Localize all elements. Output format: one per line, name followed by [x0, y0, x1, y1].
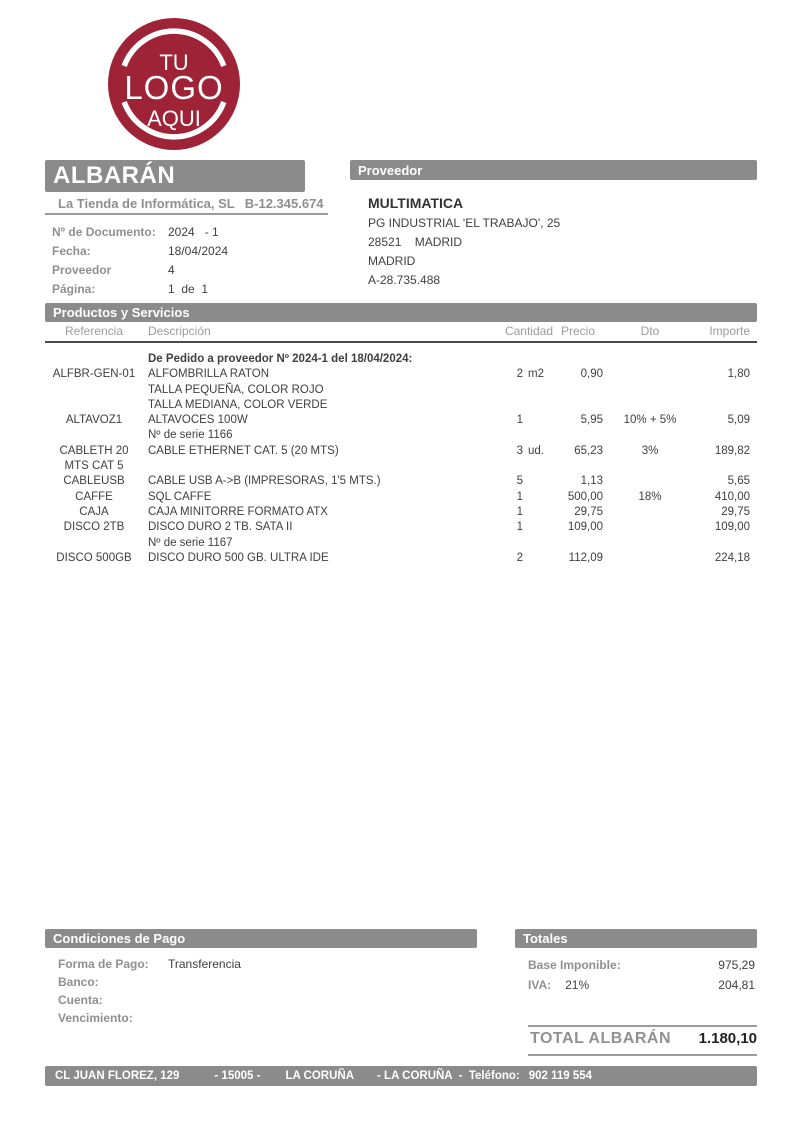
total-albaran-value: 1.180,10	[698, 1030, 757, 1047]
cell-qunit	[523, 505, 553, 520]
table-row	[45, 520, 757, 535]
products-section-title: Productos y Servicios	[53, 305, 190, 320]
cell-price: 109,00	[567, 521, 603, 534]
company-line	[58, 196, 328, 211]
totals-section-title: Totales	[523, 931, 568, 946]
table-header-rule	[45, 341, 757, 343]
company-cif: B-12.345.674	[244, 196, 324, 211]
cell-qnum	[485, 428, 523, 443]
supplier-postal-city: 28521 MADRID	[368, 235, 463, 249]
supplier-cif: A-28.735.488	[368, 273, 441, 287]
doc-number-label: Nº de Documento:	[52, 224, 156, 239]
cell-qunit	[523, 459, 553, 474]
base-imponible-label: Base Imponible:	[528, 958, 621, 972]
cell-ref: DISCO 500GB	[56, 551, 132, 564]
totals-block	[528, 955, 755, 995]
table-row	[45, 459, 757, 474]
cell-imp: 189,82	[714, 444, 750, 457]
table-row	[45, 536, 757, 551]
footer-province: - LA CORUÑA	[377, 1070, 453, 1082]
cell-price	[553, 536, 603, 551]
table-row	[45, 444, 757, 459]
cell-price	[553, 398, 603, 413]
payment-account-row	[58, 991, 438, 1009]
doc-supplier-value: 4	[168, 262, 175, 277]
table-row	[45, 352, 757, 367]
cell-imp: 109,00	[714, 521, 750, 534]
cell-dto	[603, 352, 697, 367]
doc-page-label: Página:	[52, 281, 96, 296]
doc-date-value: 18/04/2024	[168, 243, 229, 258]
cell-imp	[697, 383, 750, 398]
cell-desc: TALLA MEDIANA, COLOR VERDE	[148, 398, 328, 411]
table-row	[45, 474, 757, 489]
cell-qnum	[485, 459, 523, 474]
cell-desc: CABLE USB A->B (IMPRESORAS, 1'5 MTS.)	[148, 475, 381, 488]
cell-qunit: m2	[528, 368, 544, 381]
cell-price	[553, 352, 603, 367]
base-imponible-value: 975,29	[718, 958, 755, 972]
table-row	[45, 428, 757, 443]
cell-dto	[603, 520, 697, 535]
cell-desc: DISCO DURO 2 TB. SATA II	[148, 521, 293, 534]
total-rule-top	[528, 1025, 757, 1027]
company-name: La Tienda de Informática, SL	[58, 196, 235, 211]
base-imponible-row	[528, 955, 755, 975]
supplier-section-banner	[350, 160, 757, 180]
payment-bank-row	[58, 973, 438, 991]
table-row	[45, 413, 757, 428]
cell-qnum: 1	[516, 505, 523, 518]
payment-section-banner	[45, 929, 477, 948]
cell-imp: 29,75	[721, 505, 750, 518]
cell-qunit	[523, 383, 553, 398]
cell-desc	[143, 459, 485, 474]
doc-number-row	[52, 222, 332, 241]
cell-imp	[697, 428, 750, 443]
cell-qnum: 2	[516, 368, 523, 381]
cell-price: 29,75	[574, 505, 603, 518]
cell-qnum: 1	[516, 490, 523, 503]
cell-ref	[45, 428, 143, 443]
cell-qunit	[523, 428, 553, 443]
table-row	[45, 490, 757, 505]
cell-ref: ALTAVOZ1	[65, 414, 123, 427]
cell-dto	[603, 474, 697, 489]
cell-qnum: 2	[516, 551, 523, 564]
cell-imp: 5,09	[727, 414, 750, 427]
supplier-address-block	[368, 216, 560, 292]
cell-price	[553, 383, 603, 398]
supplier-section-title: Proveedor	[358, 162, 423, 178]
table-row	[45, 398, 757, 413]
doc-supplier-row	[52, 260, 332, 279]
company-underline	[45, 213, 328, 215]
cell-dto: 3%	[641, 444, 659, 457]
cell-desc: ALFOMBRILLA RATON	[148, 368, 269, 381]
footer-street: CL JUAN FLOREZ, 129	[55, 1070, 180, 1082]
document-title: ALBARÁN	[53, 162, 176, 189]
cell-ref: CAFFE	[75, 490, 113, 503]
cell-qnum: 5	[516, 475, 523, 488]
cell-ref: CABLEUSB	[63, 475, 125, 488]
cell-qunit	[523, 490, 553, 505]
cell-dto	[603, 398, 697, 413]
doc-date-row	[52, 241, 332, 260]
payment-method-value: Transferencia	[168, 957, 241, 971]
cell-imp	[697, 536, 750, 551]
table-row	[45, 505, 757, 520]
cell-price: 65,23	[574, 444, 603, 457]
col-precio: Precio	[560, 324, 595, 338]
cell-ref: CABLETH 20	[59, 444, 129, 457]
payment-method-label: Forma de Pago:	[58, 957, 149, 971]
supplier-address: PG INDUSTRIAL 'EL TRABAJO', 25	[368, 216, 561, 230]
cell-price	[553, 459, 603, 474]
doc-page-row	[52, 279, 332, 298]
payment-due-label: Vencimiento:	[58, 1011, 133, 1025]
cell-qnum	[485, 398, 523, 413]
footer-postal: - 15005 -	[214, 1070, 261, 1082]
cell-dto	[603, 551, 697, 566]
total-albaran-label: TOTAL ALBARÁN	[530, 1030, 672, 1047]
supplier-name: MULTIMATICA	[368, 195, 464, 211]
supplier-province: MADRID	[368, 254, 416, 268]
cell-dto	[603, 367, 697, 382]
cell-desc: TALLA PEQUEÑA, COLOR ROJO	[148, 383, 324, 396]
cell-price: 500,00	[567, 490, 603, 503]
cell-qunit	[523, 398, 553, 413]
cell-dto	[603, 428, 697, 443]
cell-imp: 1,80	[727, 368, 750, 381]
cell-desc: CABLE ETHERNET CAT. 5 (20 MTS)	[148, 444, 339, 457]
cell-dto: 18%	[638, 490, 662, 503]
col-importe: Importe	[709, 324, 750, 338]
iva-value: 204,81	[718, 978, 755, 992]
cell-ref	[45, 352, 143, 367]
svg-text:TU: TU	[159, 50, 189, 75]
products-section-banner	[45, 303, 757, 322]
cell-dto	[603, 459, 697, 474]
footer-banner	[45, 1066, 757, 1086]
cell-ref: DISCO 2TB	[63, 521, 125, 534]
total-albaran-row	[530, 1030, 757, 1048]
cell-imp: 5,65	[727, 475, 750, 488]
cell-desc: Nº de serie 1167	[148, 536, 233, 549]
company-logo	[108, 18, 240, 150]
cell-price: 112,09	[568, 551, 603, 564]
cell-qunit	[523, 352, 553, 367]
cell-qunit	[523, 474, 553, 489]
cell-desc: DISCO DURO 500 GB. ULTRA IDE	[148, 551, 329, 564]
cell-desc: CAJA MINITORRE FORMATO ATX	[148, 505, 328, 518]
cell-imp	[697, 398, 750, 413]
footer-phone-label: - Teléfono:	[458, 1070, 520, 1082]
cell-desc: Nº de serie 1166	[148, 429, 233, 442]
cell-qunit: ud.	[528, 444, 544, 457]
iva-rate: 21%	[565, 978, 590, 992]
cell-qunit	[523, 413, 553, 428]
cell-qunit	[523, 551, 553, 566]
cell-qunit	[523, 536, 553, 551]
cell-price: 5,95	[580, 414, 603, 427]
svg-text:LOGO: LOGO	[124, 69, 224, 106]
cell-desc: SQL CAFFE	[148, 490, 212, 503]
tu-logo-aqui-icon	[108, 18, 240, 150]
cell-qnum	[485, 383, 523, 398]
cell-dto	[603, 536, 697, 551]
products-table	[45, 324, 757, 566]
cell-imp: 224,18	[714, 551, 750, 564]
cell-desc: De Pedido a proveedor Nº 2024-1 del 18/04/2024:	[148, 353, 413, 365]
iva-label: IVA:	[528, 978, 552, 992]
table-row	[45, 367, 757, 382]
document-info	[52, 222, 332, 298]
cell-imp	[697, 352, 750, 367]
col-descripcion: Descripción	[148, 324, 211, 338]
doc-date-label: Fecha:	[52, 243, 91, 258]
payment-section-title: Condiciones de Pago	[53, 931, 186, 946]
cell-ref	[45, 398, 143, 413]
totals-section-banner	[515, 929, 757, 948]
cell-dto	[603, 383, 697, 398]
payment-method-row	[58, 955, 438, 973]
table-row	[45, 383, 757, 398]
total-rule-bottom	[528, 1054, 757, 1056]
payment-details	[58, 955, 438, 1027]
payment-bank-label: Banco:	[58, 975, 99, 989]
cell-imp	[697, 459, 750, 474]
cell-qunit	[523, 520, 553, 535]
products-table-body	[45, 352, 757, 566]
products-table-header	[45, 324, 757, 340]
cell-price	[553, 428, 603, 443]
cell-price: 1,13	[580, 475, 603, 488]
iva-row	[528, 975, 755, 995]
cell-qnum: 1	[516, 521, 523, 534]
cell-price: 0,90	[580, 368, 603, 381]
cell-ref: ALFBR-GEN-01	[52, 368, 136, 381]
cell-imp: 410,00	[714, 490, 750, 503]
footer-phone-number: 902 119 554	[528, 1070, 593, 1082]
cell-dto	[603, 505, 697, 520]
document-title-banner	[45, 160, 305, 192]
cell-qnum	[485, 352, 523, 367]
doc-supplier-label: Proveedor	[52, 262, 112, 277]
cell-ref	[45, 383, 143, 398]
cell-desc: ALTAVOCES 100W	[148, 414, 248, 427]
cell-ref: MTS CAT 5	[64, 460, 124, 473]
svg-text:AQUI: AQUI	[147, 106, 201, 131]
cell-qnum	[485, 536, 523, 551]
col-cantidad: Cantidad	[504, 324, 553, 338]
doc-number-value: 2024 - 1	[168, 224, 219, 239]
cell-ref: CAJA	[79, 505, 109, 518]
cell-ref	[45, 536, 143, 551]
footer-city: LA CORUÑA	[285, 1070, 355, 1082]
payment-due-row	[58, 1009, 438, 1027]
table-row	[45, 551, 757, 566]
cell-qnum: 3	[516, 444, 523, 457]
col-referencia: Referencia	[64, 324, 124, 338]
doc-page-value: 1 de 1	[168, 281, 209, 296]
cell-dto: 10% + 5%	[623, 414, 677, 427]
payment-account-label: Cuenta:	[58, 993, 103, 1007]
cell-qnum: 1	[516, 414, 523, 427]
col-dto: Dto	[640, 324, 660, 338]
